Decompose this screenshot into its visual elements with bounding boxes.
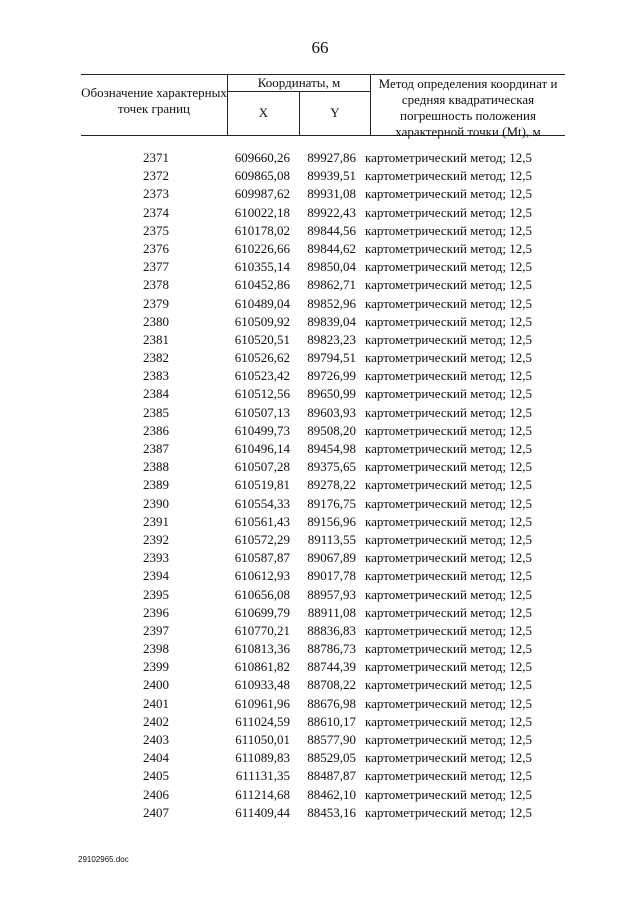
point-id: 2373 [143,186,169,202]
coord-y: 89922,43 [307,204,356,220]
point-id: 2407 [143,804,169,820]
table-row [0,476,640,494]
method: картометрический метод; 12,5 [365,240,533,256]
page-number: 66 [311,38,329,57]
table-row [0,204,640,222]
method: картометрический метод; 12,5 [365,531,533,547]
table-row [0,567,640,585]
method: картометрический метод; 12,5 [365,550,533,566]
point-id: 2379 [143,295,169,311]
table-row [0,458,640,476]
method: картометрический метод; 12,5 [365,604,533,620]
coord-x: 611409,44 [235,804,290,820]
method: картометрический метод; 12,5 [365,768,533,784]
coord-y: 89650,99 [307,386,356,402]
coord-x: 611131,35 [235,768,290,784]
coord-x: 610496,14 [234,441,290,456]
method: картометрический метод; 12,5 [365,313,533,329]
point-id: 2385 [143,404,169,420]
coord-x: 610523,42 [234,368,290,384]
method: картометрический метод; 12,5 [365,495,533,511]
table-row [0,222,640,240]
table-row [0,385,640,403]
point-id: 2394 [143,568,169,584]
coord-x: 610489,04 [234,295,290,311]
table-row [0,658,640,676]
point-id: 2405 [143,768,169,784]
table-row [0,749,640,767]
coord-y: 89839,04 [307,313,356,329]
coord-y: 89067,89 [307,550,356,566]
coord-x: 610526,62 [234,350,290,366]
coord-y: 89156,96 [307,513,356,529]
table-row [0,586,640,604]
coord-y: 88911,08 [307,604,356,620]
table-row [0,295,640,313]
method: картометрический метод; 12,5 [365,368,533,384]
coord-x: 610587,87 [234,550,290,566]
coord-x: 611089,83 [235,750,290,766]
coord-x: 610554,33 [234,495,290,511]
point-id: 2403 [143,732,169,747]
point-id: 2397 [143,622,169,638]
table-row [0,695,640,713]
coord-x: 610178,02 [234,222,290,238]
coord-y: 89113,55 [307,531,356,547]
coord-y: 88744,39 [307,659,356,675]
method: картометрический метод; 12,5 [365,295,533,311]
method: картометрический метод; 12,5 [365,168,533,184]
table-row [0,149,640,167]
point-id: 2389 [143,477,169,493]
point-id: 2390 [143,495,169,511]
coord-x: 610507,13 [234,404,290,420]
table-row [0,440,640,458]
point-id: 2404 [143,750,169,766]
table-row [0,276,640,294]
method: картометрический метод; 12,5 [365,586,533,602]
method: картометрический метод; 12,5 [365,513,533,529]
method: картометрический метод; 12,5 [365,422,533,438]
point-id: 2374 [143,204,169,220]
coord-y: 88836,83 [307,622,356,638]
point-id: 2395 [143,586,169,602]
coord-y: 88529,05 [307,750,356,766]
point-id: 2384 [143,386,169,402]
coord-y: 88610,17 [307,713,356,729]
method: картометрический метод; 12,5 [365,713,533,729]
method: картометрический метод; 12,5 [365,641,533,657]
table-row [0,640,640,658]
coord-y: 89844,62 [307,240,356,256]
table-row [0,786,640,804]
point-id: 2400 [143,677,169,693]
coord-x: 609660,26 [234,150,290,165]
method: картометрический метод; 12,5 [365,404,533,420]
coord-y: 88786,73 [307,641,356,657]
point-id: 2372 [143,168,169,184]
method: картометрический метод; 12,5 [365,622,533,638]
point-id: 2392 [143,531,169,547]
coord-x: 610933,48 [234,677,290,693]
method: картометрический метод; 12,5 [365,732,533,747]
point-id: 2401 [143,695,169,711]
coord-x: 610519,81 [234,477,290,493]
header-x: X [227,92,299,135]
table-row [0,422,640,440]
coord-y: 88708,22 [307,677,356,693]
table-row [0,495,640,513]
method: картометрический метод; 12,5 [365,459,533,475]
point-id: 2398 [143,641,169,657]
header-coordinates: Координаты, м [227,75,371,92]
table-row [0,713,640,731]
point-id: 2406 [143,786,169,802]
point-id: 2391 [143,513,169,529]
coord-x: 610499,73 [234,422,290,438]
method: картометрический метод; 12,5 [365,204,533,220]
point-id: 2383 [143,368,169,384]
method: картометрический метод; 12,5 [365,750,533,766]
method: картометрический метод; 12,5 [365,222,533,238]
coord-x: 610572,29 [234,531,290,547]
point-id: 2399 [143,659,169,675]
table-row [0,313,640,331]
table-row [0,604,640,622]
method: картометрический метод; 12,5 [365,677,533,693]
table-row [0,676,640,694]
point-id: 2376 [143,240,169,256]
coord-y: 88957,93 [307,586,356,602]
coord-y: 89454,98 [307,441,356,456]
coord-x: 611024,59 [235,713,290,729]
coord-y: 89850,04 [307,259,356,275]
coord-x: 610861,82 [234,659,290,675]
method: картометрический метод; 12,5 [365,477,533,493]
table-row [0,404,640,422]
coord-x: 610512,56 [234,386,290,402]
header-y: Y [299,92,371,135]
table-row [0,258,640,276]
point-id: 2386 [143,422,169,438]
table-row [0,367,640,385]
table-row [0,531,640,549]
method: картометрический метод; 12,5 [365,277,533,293]
coord-x: 609987,62 [234,186,290,202]
method: картометрический метод; 12,5 [365,259,533,275]
coord-y: 89862,71 [307,277,356,293]
table-row [0,240,640,258]
point-id: 2380 [143,313,169,329]
coord-x: 610507,28 [234,459,290,475]
point-id: 2375 [143,222,169,238]
coord-x: 610355,14 [234,259,290,275]
coord-y: 89927,86 [307,150,356,165]
coord-x: 610770,21 [234,622,290,638]
coord-x: 610961,96 [234,695,290,711]
coord-y: 89508,20 [307,422,356,438]
coord-y: 89176,75 [307,495,356,511]
header-designation: Обозначение характерных точек границ [81,85,227,116]
point-id: 2388 [143,459,169,475]
point-id: 2377 [143,259,169,275]
method: картометрический метод; 12,5 [365,568,533,584]
coord-x: 610656,08 [234,586,290,602]
coord-y: 89852,96 [307,295,356,311]
coord-y: 89603,93 [307,404,356,420]
table-row [0,622,640,640]
table-row [0,185,640,203]
method: картометрический метод; 12,5 [365,659,533,675]
coord-y: 88487,87 [307,768,356,784]
coord-x: 610612,93 [234,568,290,584]
method: картометрический метод; 12,5 [365,331,533,347]
coord-y: 89931,08 [307,186,356,202]
method: картометрический метод; 12,5 [365,786,533,802]
table-row [0,167,640,185]
table-row [0,731,640,749]
coord-x: 610226,66 [234,240,290,256]
method: картометрический метод; 12,5 [365,804,533,820]
coord-y: 89726,99 [307,368,356,384]
method: картометрический метод; 12,5 [365,350,533,366]
point-id: 2371 [143,150,169,165]
file-name: 29102965.doc [78,855,129,864]
coord-y: 88676,98 [307,695,356,711]
coord-x: 610509,92 [234,313,290,329]
coord-y: 89823,23 [307,331,356,347]
coord-x: 610813,36 [234,641,290,657]
table-row [0,804,640,822]
coord-x: 610022,18 [234,204,290,220]
table-row [0,549,640,567]
coord-y: 88462,10 [307,786,356,802]
coord-y: 89939,51 [307,168,356,184]
coord-y: 89017,78 [307,568,356,584]
coord-x: 611050,01 [235,732,290,747]
point-id: 2402 [143,713,169,729]
coord-y: 89375,65 [307,459,356,475]
table-row [0,331,640,349]
point-id: 2382 [143,350,169,366]
coord-y: 89794,51 [307,350,356,366]
coord-y: 88577,90 [307,732,356,747]
table-header [81,74,565,139]
point-id: 2393 [143,550,169,566]
method: картометрический метод; 12,5 [365,150,533,165]
coord-x: 611214,68 [235,786,290,802]
point-id: 2381 [143,331,169,347]
coord-x: 609865,08 [234,168,290,184]
point-id: 2378 [143,277,169,293]
table-row [0,349,640,367]
coord-x: 610561,43 [234,513,290,529]
coord-y: 89278,22 [307,477,356,493]
coord-x: 610520,51 [234,331,290,347]
table-row [0,513,640,531]
point-id: 2396 [143,604,169,620]
point-id: 2387 [143,441,169,456]
coord-x: 610699,79 [234,604,290,620]
table-row [0,767,640,785]
table-body [0,149,640,822]
method: картометрический метод; 12,5 [365,695,533,711]
header-method: Метод определения координат и средняя квадратическая погрешность положения характерной точки (Mt), м [378,76,558,139]
coord-x: 610452,86 [234,277,290,293]
method: картометрический метод; 12,5 [365,441,533,456]
method: картометрический метод; 12,5 [365,386,533,402]
coord-y: 89844,56 [307,222,356,238]
method: картометрический метод; 12,5 [365,186,533,202]
coord-y: 88453,16 [307,804,356,820]
